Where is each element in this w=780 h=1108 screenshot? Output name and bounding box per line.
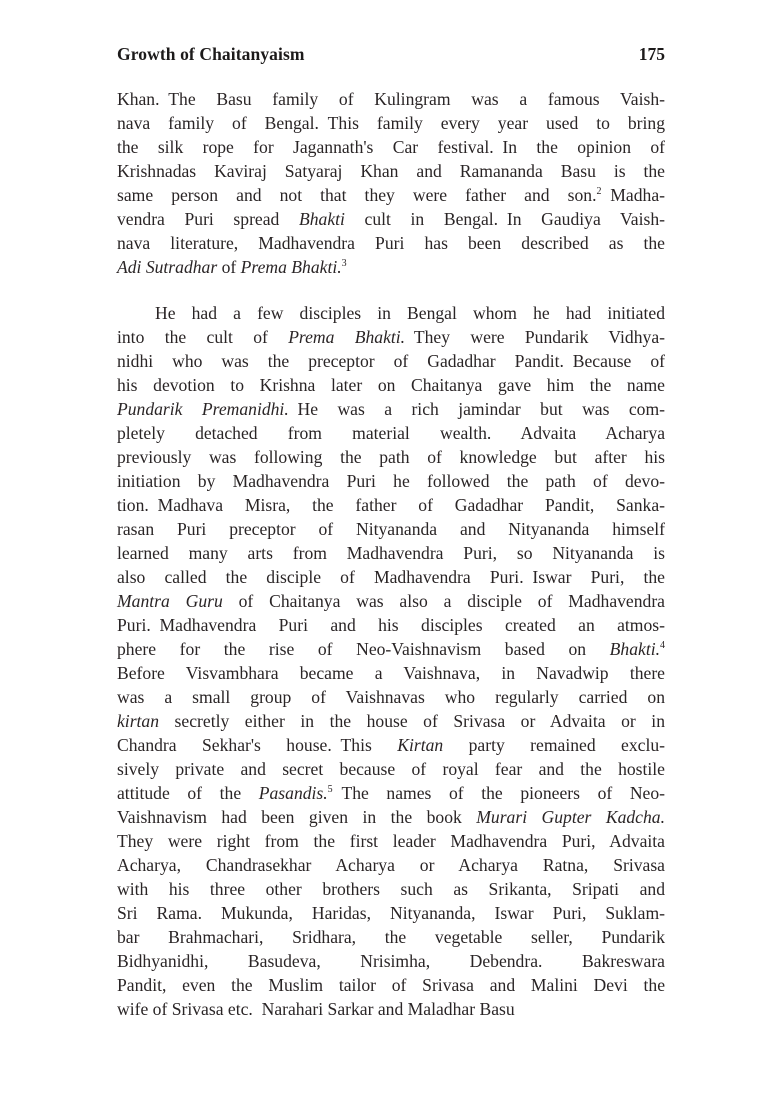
text-line: tion. Madhava Misra, the father of Gadadhar Pandit, Sanka- (117, 495, 665, 515)
italic-term: Bhakti. (609, 639, 660, 659)
text-line: also called the disciple of Madhavendra Puri. Iswar Puri, the (117, 567, 665, 587)
text-line: attitude of the Pasandis.$^5$ The names of the pioneers of Neo- (117, 783, 665, 803)
text-line: same person and not that they were father and son.$^2$ Madha- (117, 185, 665, 205)
text-line: nava family of Bengal. This family every year used to bring (117, 113, 665, 133)
text-line: Krishnadas Kaviraj Satyaraj Khan and Ramananda Basu is the (117, 161, 665, 181)
text-line: was a small group of Vaishnavas who regularly carried on (117, 687, 665, 707)
text-line: nava literature, Madhavendra Puri has been described as the (117, 233, 665, 253)
text-line: Adi Sutradhar of Prema Bhakti.$^3$ (117, 257, 347, 277)
text-line: rasan Puri preceptor of Nityananda and Nityananda himself (117, 519, 665, 539)
footnote-marker: 2 (596, 186, 602, 197)
italic-term: Kirtan (397, 735, 444, 755)
text-line: Acharya, Chandrasekhar Acharya or Acharya Ratna, Srivasa (117, 855, 665, 875)
text-line: phere for the rise of Neo-Vaishnavism based on Bhakti.$^4$ (117, 639, 665, 659)
text-line: the silk rope for Jagannath's Car festival. In the opinion of (117, 137, 665, 157)
italic-term: Pundarik Premanidhi. (117, 399, 289, 419)
text-line: Pandit, even the Muslim tailor of Srivasa and Malini Devi the (117, 975, 665, 995)
text-line: Before Visvambhara became a Vaishnava, in Navadwip there (117, 663, 665, 683)
text-line: Vaishnavism had been given in the book Murari Gupter Kadcha. (117, 807, 665, 827)
footnote-marker: 5 (327, 784, 333, 795)
text-line: bar Brahmachari, Sridhara, the vegetable seller, Pundarik (117, 927, 665, 947)
body-text (117, 87, 665, 1021)
italic-term: Prema Bhakti. (240, 257, 342, 277)
text-line: Puri. Madhavendra Puri and his disciples created an atmos- (117, 615, 665, 635)
footnote-marker: 4 (660, 640, 665, 651)
text-line: with his three other brothers such as Srikanta, Sripati and (117, 879, 665, 899)
text-line: learned many arts from Madhavendra Puri, so Nityananda is (117, 543, 665, 563)
paragraph-1 (117, 87, 665, 279)
italic-term: kirtan (117, 711, 160, 731)
italic-term: Prema Bhakti. (288, 327, 406, 347)
text-line: initiation by Madhavendra Puri he followed the path of devo- (117, 471, 665, 491)
page-number: 175 (638, 44, 665, 64)
text-line: He had a few disciples in Bengal whom he had initiated (155, 303, 665, 323)
paragraph-gap (117, 279, 665, 301)
italic-term: Pasandis. (258, 783, 328, 803)
text-line: previously was following the path of knowledge but after his (117, 447, 665, 467)
page-header (117, 44, 665, 68)
text-line: wife of Srivasa etc. Narahari Sarkar and Maladhar Basu (117, 999, 515, 1019)
paragraph-2 (117, 301, 665, 1021)
text-line: Pundarik Premanidhi. He was a rich jamindar but was com- (117, 399, 665, 419)
running-title: Growth of Chaitanyaism (117, 44, 305, 64)
text-line: Chandra Sekhar's house. This Kirtan party remained exclu- (117, 735, 665, 755)
text-line: Mantra Guru of Chaitanya was also a disciple of Madhavendra (117, 591, 665, 611)
text-line: sively private and secret because of royal fear and the hostile (117, 759, 665, 779)
italic-term: Adi Sutradhar (117, 257, 218, 277)
text-line: Sri Rama. Mukunda, Haridas, Nityananda, Iswar Puri, Suklam- (117, 903, 665, 923)
italic-term: Mantra Guru (117, 591, 223, 611)
footnote-marker: 3 (341, 258, 347, 269)
text-line: Bidhyanidhi, Basudeva, Nrisimha, Debendra. Bakreswara (117, 951, 665, 971)
italic-term: Murari Gupter Kadcha. (476, 807, 665, 827)
text-line: vendra Puri spread Bhakti cult in Bengal. In Gaudiya Vaish- (117, 209, 666, 229)
text-line: Khan. The Basu family of Kulingram was a famous Vaish- (117, 89, 665, 109)
text-line: pletely detached from material wealth. Advaita Acharya (117, 423, 665, 443)
text-line: They were right from the first leader Madhavendra Puri, Advaita (117, 831, 665, 851)
text-line: kirtan secretly either in the house of Srivasa or Advaita or in (117, 711, 665, 731)
text-line: into the cult of Prema Bhakti. They were Pundarik Vidhya- (117, 327, 665, 347)
text-line: his devotion to Krishna later on Chaitanya gave him the name (117, 375, 665, 395)
text-line: nidhi who was the preceptor of Gadadhar Pandit. Because of (117, 351, 665, 371)
italic-term: Bhakti (298, 209, 345, 229)
